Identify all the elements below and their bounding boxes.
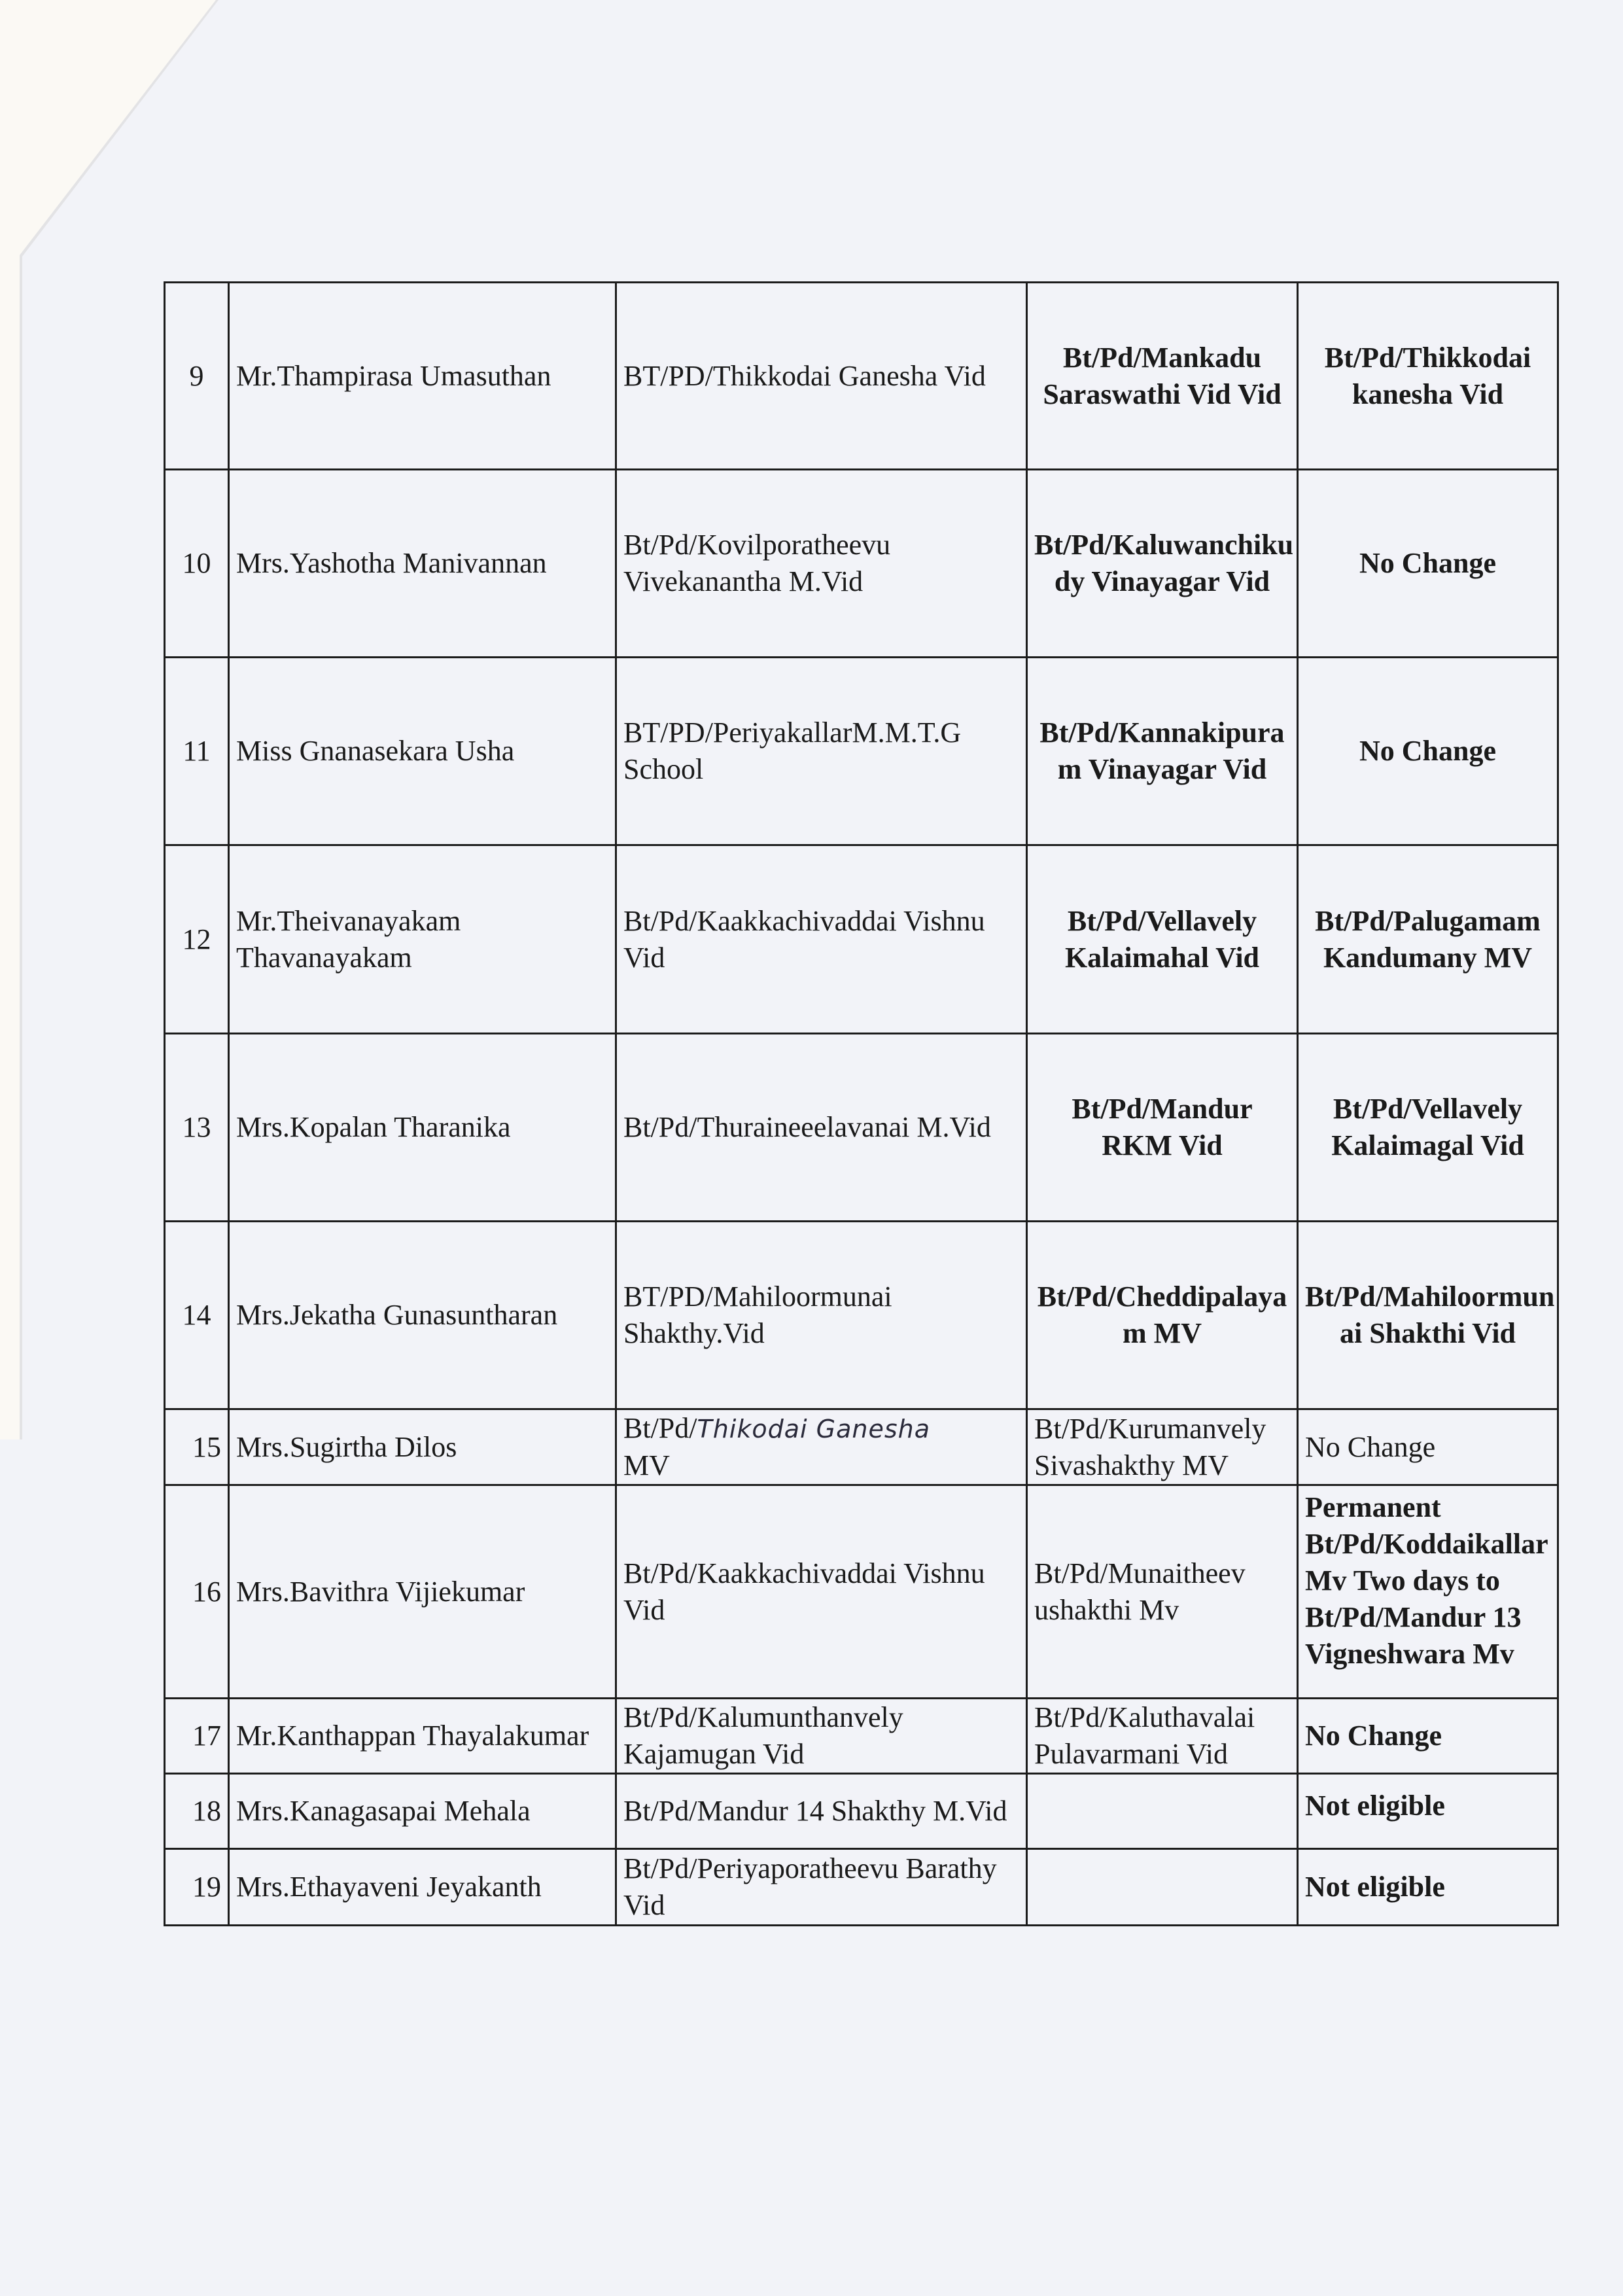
table-row xyxy=(165,470,1558,658)
serial-number: 11 xyxy=(165,658,229,845)
table-row xyxy=(165,1849,1558,1926)
teacher-name: Mrs.Yashotha Manivannan xyxy=(229,470,616,658)
decision: Bt/Pd/Thikkodai kanesha Vid xyxy=(1298,283,1558,470)
serial-number: 18 xyxy=(165,1774,229,1849)
decision: Bt/Pd/Palugamam Kandumany MV xyxy=(1298,845,1558,1034)
decision: Permanent Bt/Pd/Koddaikallar Mv Two days to Bt/Pd/Mandur 13 Vigneshwara Mv xyxy=(1298,1485,1558,1699)
current-school: Bt/Pd/Thuraineeelavanai M.Vid xyxy=(616,1034,1027,1222)
current-school: Bt/Pd/Kalumunthanvely Kajamugan Vid xyxy=(616,1699,1027,1774)
teacher-name: Mrs.Kopalan Tharanika xyxy=(229,1034,616,1222)
proposed-school: Bt/Pd/Mandur RKM Vid xyxy=(1027,1034,1298,1222)
proposed-school: Bt/Pd/Kaluwanchiku dy Vinayagar Vid xyxy=(1027,470,1298,658)
current-school: BT/PD/Mahiloormunai Shakthy.Vid xyxy=(616,1222,1027,1409)
table-row xyxy=(165,1485,1558,1699)
current-school: BT/PD/Thikkodai Ganesha Vid xyxy=(616,283,1027,470)
decision: Not eligible xyxy=(1298,1774,1558,1849)
handwritten-correction: Thikodai Ganesha xyxy=(697,1415,931,1443)
decision: Bt/Pd/Vellavely Kalaimagal Vid xyxy=(1298,1034,1558,1222)
serial-number: 15 xyxy=(165,1409,229,1485)
proposed-school: Bt/Pd/Kannakipura m Vinayagar Vid xyxy=(1027,658,1298,845)
table-row xyxy=(165,658,1558,845)
serial-number: 16 xyxy=(165,1485,229,1699)
proposed-school xyxy=(1027,1774,1298,1849)
current-school-suffix: MV xyxy=(623,1449,670,1481)
decision: No Change xyxy=(1298,1409,1558,1485)
table-row xyxy=(165,283,1558,470)
current-school: Bt/Pd/Kaakkachivaddai Vishnu Vid xyxy=(616,845,1027,1034)
teacher-name: Mrs.Kanagasapai Mehala xyxy=(229,1774,616,1849)
table-row xyxy=(165,1409,1558,1485)
table-row xyxy=(165,1774,1558,1849)
table-row xyxy=(165,1034,1558,1222)
serial-number: 17 xyxy=(165,1699,229,1774)
current-school: Bt/Pd/Kaakkachivaddai Vishnu Vid xyxy=(616,1485,1027,1699)
current-school: Bt/Pd/Mandur 14 Shakthy M.Vid xyxy=(616,1774,1027,1849)
teacher-name: Mr.Thampirasa Umasuthan xyxy=(229,283,616,470)
proposed-school: Bt/Pd/Kurumanvely Sivashakthy MV xyxy=(1027,1409,1298,1485)
teacher-name: Mrs.Jekatha Gunasuntharan xyxy=(229,1222,616,1409)
current-school: BT/PD/PeriyakallarM.M.T.G School xyxy=(616,658,1027,845)
proposed-school: Bt/Pd/Kaluthavalai Pulavarmani Vid xyxy=(1027,1699,1298,1774)
teacher-name: Mrs.Ethayaveni Jeyakanth xyxy=(229,1849,616,1926)
table-row xyxy=(165,1222,1558,1409)
proposed-school: Bt/Pd/Vellavely Kalaimahal Vid xyxy=(1027,845,1298,1034)
decision: No Change xyxy=(1298,470,1558,658)
current-school: Bt/Pd/Periyaporatheevu Barathy Vid xyxy=(616,1849,1027,1926)
table-row xyxy=(165,1699,1558,1774)
serial-number: 14 xyxy=(165,1222,229,1409)
proposed-school: Bt/Pd/Cheddipalaya m MV xyxy=(1027,1222,1298,1409)
teacher-name: Mrs.Sugirtha Dilos xyxy=(229,1409,616,1485)
current-school xyxy=(616,1409,1027,1485)
proposed-school: Bt/Pd/Munaitheev ushakthi Mv xyxy=(1027,1485,1298,1699)
decision: No Change xyxy=(1298,658,1558,845)
proposed-school xyxy=(1027,1849,1298,1926)
decision: Bt/Pd/Mahiloormun ai Shakthi Vid xyxy=(1298,1222,1558,1409)
decision: Not eligible xyxy=(1298,1849,1558,1926)
serial-number: 10 xyxy=(165,470,229,658)
teacher-transfer-table xyxy=(164,281,1559,1926)
teacher-name: Miss Gnanasekara Usha xyxy=(229,658,616,845)
current-school-prefix: Bt/Pd/ xyxy=(623,1412,697,1444)
table-row xyxy=(165,845,1558,1034)
decision: No Change xyxy=(1298,1699,1558,1774)
teacher-name: Mrs.Bavithra Vijiekumar xyxy=(229,1485,616,1699)
proposed-school: Bt/Pd/Mankadu Saraswathi Vid Vid xyxy=(1027,283,1298,470)
serial-number: 19 xyxy=(165,1849,229,1926)
teacher-name: Mr.Theivanayakam Thavanayakam xyxy=(229,845,616,1034)
serial-number: 12 xyxy=(165,845,229,1034)
serial-number: 13 xyxy=(165,1034,229,1222)
teacher-name: Mr.Kanthappan Thayalakumar xyxy=(229,1699,616,1774)
current-school: Bt/Pd/Kovilporatheevu Vivekanantha M.Vid xyxy=(616,470,1027,658)
serial-number: 9 xyxy=(165,283,229,470)
